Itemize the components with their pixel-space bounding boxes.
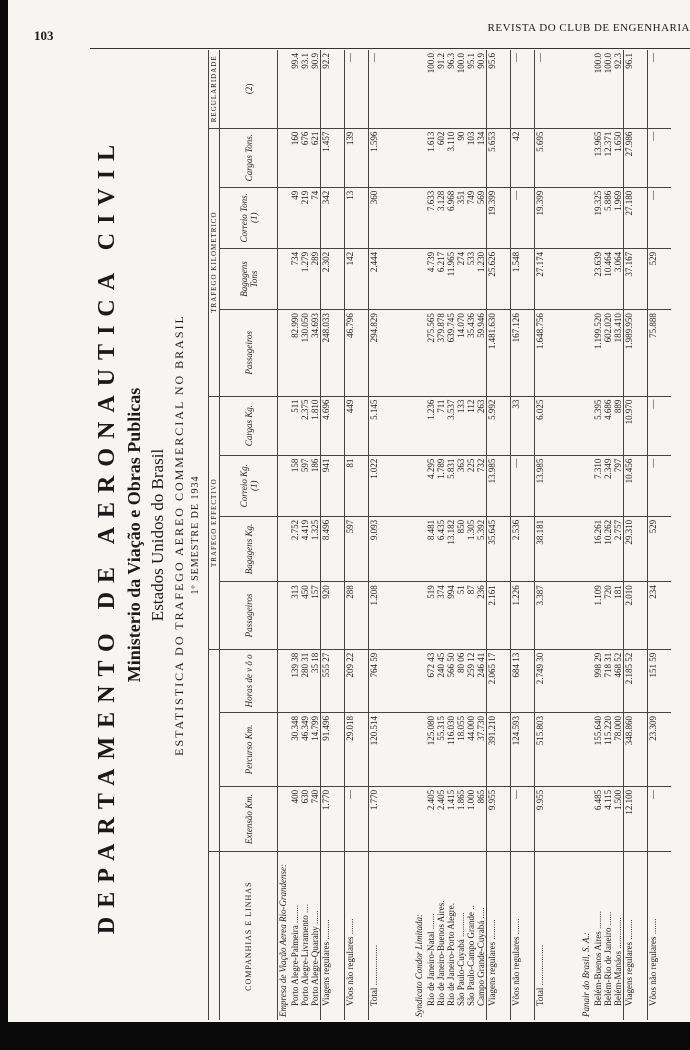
cell-value: 46.796 — [344, 310, 368, 397]
header-horas: Horas de v ô o — [220, 649, 278, 712]
cell-value: 10.456 — [623, 455, 647, 516]
row-label: Syndicato Condor Limitada: — [414, 914, 424, 1017]
cell-value: 342 — [320, 187, 344, 248]
cell-value: 1.022 — [368, 455, 414, 516]
cell-value: — — [647, 50, 671, 128]
header-cargas: Cargas Kg. — [220, 396, 278, 455]
cell-value: 1.236 711 3.537 133 112 263 — [426, 396, 487, 455]
cell-value: 529 — [647, 516, 671, 581]
page-number: 103 — [34, 28, 54, 43]
cell-value: 16.261 10.262 2.757 — [593, 516, 624, 581]
cell-value: 2.536 — [511, 516, 535, 581]
cell-value: 515.803 — [535, 713, 581, 787]
cell-value: 1.208 — [368, 582, 414, 650]
table-row — [278, 50, 290, 1020]
table-row — [647, 50, 671, 1020]
cell-value: 29.018 — [344, 713, 368, 787]
cell-value: 6.485 4.115 1.500 — [593, 786, 624, 851]
cell-value: 13.985 — [487, 455, 511, 516]
row-label: Belém-Buenos Aires ........ Belém-Rio de Janeiro ...... Belém-Manáos .............. — [592, 911, 623, 1006]
cell-value — [414, 248, 426, 309]
cell-value: 1.989.950 — [623, 310, 647, 397]
cell-value: 529 — [647, 248, 671, 309]
cell-value: — — [344, 786, 368, 851]
cell-value — [414, 516, 426, 581]
row-label: Total .................. — [535, 852, 581, 1020]
cell-value: 734 1.279 289 — [290, 248, 321, 309]
row-label: Porto Alegre-Palmeira ........ Porto Alegre-Livramento .... Porto Alegre-Quarahy ...... — [289, 904, 320, 1006]
cell-value — [414, 649, 426, 712]
header-blank — [209, 852, 220, 1020]
cell-value: 167.126 — [511, 310, 535, 397]
statistic-title: ESTATISTICA DO TRAFEGO AEREO COMMERCIAL NO BRASIL — [172, 314, 186, 756]
cell-value: 139 38 280 31 35 18 — [290, 649, 321, 712]
header-companies: COMPANHIAS E LINHAS — [220, 852, 278, 1020]
table-row — [368, 50, 414, 1020]
cell-value — [278, 50, 290, 128]
scan-border-left — [0, 0, 8, 1050]
cell-value — [278, 786, 290, 851]
cell-value: 35.645 — [487, 516, 511, 581]
cell-value — [414, 582, 426, 650]
cell-value: 288 — [344, 582, 368, 650]
cell-value: 555 27 — [320, 649, 344, 712]
cell-value: 2.161 — [487, 582, 511, 650]
cell-value: 3.387 — [535, 582, 581, 650]
cell-value: 10.970 — [623, 396, 647, 455]
cell-value: 1.770 — [368, 786, 414, 851]
cell-value: — — [511, 50, 535, 128]
cell-value: 2.444 — [368, 248, 414, 309]
cell-value — [581, 187, 593, 248]
cell-value: 920 — [320, 582, 344, 650]
cell-value: 8.496 — [320, 516, 344, 581]
cell-value: 96.1 — [623, 50, 647, 128]
cell-value: 5.992 — [487, 396, 511, 455]
cell-value: 4.696 — [320, 396, 344, 455]
cell-value — [581, 248, 593, 309]
cell-value: 27.180 — [623, 187, 647, 248]
header-passageiros: Passageiros — [220, 582, 278, 650]
cell-value: 348.860 — [623, 713, 647, 787]
row-label: Panair do Brasil, S. A.: — [580, 932, 591, 1017]
cell-value — [278, 516, 290, 581]
cell-value: 8.481 6.435 13.182 850 1.305 5.392 — [426, 516, 487, 581]
cell-value: 19.325 5.886 1.969 — [593, 187, 624, 248]
cell-value — [414, 396, 426, 455]
cell-value: — — [511, 455, 535, 516]
cell-value: 1.548 — [511, 248, 535, 309]
cell-value: 511 2.375 1.810 — [290, 396, 321, 455]
header-group-reg: REGULARIDADE — [209, 50, 220, 128]
cell-value: 81 — [344, 455, 368, 516]
cell-value: 13.965 12.371 1.650 — [593, 128, 624, 187]
cell-value — [278, 248, 290, 309]
cell-value: 142 — [344, 248, 368, 309]
header-passageiros-km: Passageiros — [220, 310, 278, 397]
cell-value: 13.985 — [535, 455, 581, 516]
cell-value — [414, 50, 426, 128]
cell-value: 29.310 — [623, 516, 647, 581]
table-row — [511, 50, 535, 1020]
cell-value — [278, 455, 290, 516]
cell-value: 38.181 — [535, 516, 581, 581]
row-label: Viagens regulares ......... — [487, 852, 511, 1020]
cell-value: 124.593 — [511, 713, 535, 787]
cell-value: 49 219 74 — [290, 187, 321, 248]
cell-value: 82.990 130.050 34.693 — [290, 310, 321, 397]
running-head: REVISTA DO CLUB DE ENGENHARIA — [487, 22, 690, 34]
cell-value: 100.0 100.0 92.3 — [593, 50, 624, 128]
cell-value — [414, 128, 426, 187]
cell-value: 1.199.520 602.020 183.410 — [593, 310, 624, 397]
cell-value: 4.295 1.789 5.831 363 225 732 — [426, 455, 487, 516]
row-label: Viagens regulares ......... — [623, 852, 647, 1020]
row-label: Empresa de Viação Aerea Rio-Grandense: — [278, 864, 288, 1017]
cell-value: 120.514 — [368, 713, 414, 787]
cell-value: 2.185 52 — [623, 649, 647, 712]
row-label: Vôos não regulares ....... — [647, 852, 671, 1020]
cell-value — [581, 713, 593, 787]
cell-value: 1.226 — [511, 582, 535, 650]
table-row — [593, 50, 624, 1020]
cell-value — [581, 649, 593, 712]
header-group-km: TRAFEGO KILOMETRICO — [209, 128, 220, 396]
cell-value — [278, 649, 290, 712]
cell-value: 151 59 — [647, 649, 671, 712]
cell-value: 4.739 6.217 11.965 274 533 1.230 — [426, 248, 487, 309]
cell-value: 2.065 17 — [487, 649, 511, 712]
cell-value: 313 450 157 — [290, 582, 321, 650]
cell-value: 12.100 — [623, 786, 647, 851]
cell-value: 672 43 240 45 566 50 80 06 259 12 246 41 — [426, 649, 487, 712]
cell-value — [581, 455, 593, 516]
cell-value: 27.174 — [535, 248, 581, 309]
header-group-effective: TRAFEGO EFFECTIVO — [209, 396, 220, 649]
header-bagagens-km: Bagagens Tons — [220, 248, 278, 309]
cell-value — [278, 128, 290, 187]
cell-value: 33 — [511, 396, 535, 455]
table-row — [487, 50, 511, 1020]
cell-value: 294.829 — [368, 310, 414, 397]
cell-value: 941 — [320, 455, 344, 516]
cell-value: 5.145 — [368, 396, 414, 455]
cell-value — [414, 187, 426, 248]
header-blank-2 — [209, 649, 220, 852]
header-cargas-km: Cargas Tons. — [220, 128, 278, 187]
cell-value: 23.309 — [647, 713, 671, 787]
cell-value: — — [511, 786, 535, 851]
cell-value: 91.496 — [320, 713, 344, 787]
cell-value: 100.0 91.2 96.3 100.0 95.1 90.9 — [426, 50, 487, 128]
cell-value: 234 — [647, 582, 671, 650]
cell-value: 5.695 — [535, 128, 581, 187]
cell-value: 30.348 46.349 14.799 — [290, 713, 321, 787]
cell-value — [278, 396, 290, 455]
cell-value: 7.310 2.349 797 — [593, 455, 624, 516]
cell-value: 37.167 — [623, 248, 647, 309]
cell-value — [414, 713, 426, 787]
cell-value — [581, 582, 593, 650]
cell-value: 19.399 — [535, 187, 581, 248]
cell-value — [581, 50, 593, 128]
row-label: Vôos não regulares ....... — [344, 852, 368, 1020]
row-label: Viagens regulares ......... — [320, 852, 344, 1020]
cell-value: 519 374 994 51 87 236 — [426, 582, 487, 650]
cell-value — [581, 310, 593, 397]
cell-value: 7.633 3.128 6.968 351 749 569 — [426, 187, 487, 248]
row-label: Total .................. — [368, 852, 414, 1020]
cell-value: 2.302 — [320, 248, 344, 309]
row-label: Rio de Janeiro-Natal ....... Rio de Janeiro-Buenos Aires. Rio de Janeiro-Porto Alegre. São Paulo-Cuyabá ........... São Paulo-Campo Grande .. Campo Grande-Cuyabá ..... — [426, 900, 486, 1006]
cell-value: 25.626 — [487, 248, 511, 309]
cell-value — [581, 128, 593, 187]
table-body — [278, 50, 672, 1020]
table-row — [320, 50, 344, 1020]
period-title: 1º SEMESTRE DE 1934 — [190, 475, 201, 595]
cell-value: 1.613 602 3.110 90 103 134 — [426, 128, 487, 187]
cell-value: 9.093 — [368, 516, 414, 581]
cell-value: — — [535, 50, 581, 128]
traffic-table — [208, 50, 671, 1020]
cell-value: 1.457 — [320, 128, 344, 187]
header-correio: Correio Kg. (1) — [220, 455, 278, 516]
cell-value: 42 — [511, 128, 535, 187]
scan-border-bottom — [0, 1022, 690, 1050]
cell-value: 19.399 — [487, 187, 511, 248]
cell-value: — — [368, 50, 414, 128]
cell-value: 9.955 — [487, 786, 511, 851]
header-bagagens: Bagagens Kg. — [220, 516, 278, 581]
cell-value: 95.6 — [487, 50, 511, 128]
cell-value: — — [647, 187, 671, 248]
cell-value: 5.395 4.686 889 — [593, 396, 624, 455]
cell-value: 1.109 720 181 — [593, 582, 624, 650]
ministry-title: Ministerio da Viação e Obras Publicas — [124, 387, 144, 683]
cell-value — [278, 582, 290, 650]
rotated-table-page — [90, 50, 685, 1020]
cell-value: 99.4 93.1 90.9 — [290, 50, 321, 128]
cell-value: 248.033 — [320, 310, 344, 397]
cell-value: 92.2 — [320, 50, 344, 128]
cell-value — [414, 310, 426, 397]
cell-value — [414, 455, 426, 516]
cell-value: 449 — [344, 396, 368, 455]
header-extensao: Extensão Km. — [220, 786, 278, 851]
table-row — [426, 50, 487, 1020]
cell-value: 2.749 30 — [535, 649, 581, 712]
cell-value: 998 29 718 31 468 52 — [593, 649, 624, 712]
cell-value: 2.752 4.419 1.325 — [290, 516, 321, 581]
cell-value: 209 22 — [344, 649, 368, 712]
cell-value — [278, 310, 290, 397]
cell-value: 1.770 — [320, 786, 344, 851]
cell-value: 597 — [344, 516, 368, 581]
cell-value: 6.025 — [535, 396, 581, 455]
cell-value: — — [511, 187, 535, 248]
top-rule — [90, 48, 690, 49]
cell-value: 160 676 621 — [290, 128, 321, 187]
cell-value: 1.596 — [368, 128, 414, 187]
header-correio-km: Correio Tons. (1) — [220, 187, 278, 248]
row-label: Vôos não regulares ....... — [511, 852, 535, 1020]
cell-value — [414, 786, 426, 851]
cell-value: — — [647, 455, 671, 516]
cell-value: 360 — [368, 187, 414, 248]
cell-value: — — [647, 396, 671, 455]
cell-value: 684 13 — [511, 649, 535, 712]
cell-value: 2.010 — [623, 582, 647, 650]
cell-value — [581, 786, 593, 851]
cell-value: 27.986 — [623, 128, 647, 187]
cell-value: 139 — [344, 128, 368, 187]
cell-value: 1.648.756 — [535, 310, 581, 397]
cell-value: — — [647, 786, 671, 851]
table-row — [290, 50, 321, 1020]
cell-value — [278, 187, 290, 248]
cell-value — [278, 713, 290, 787]
cell-value: 13 — [344, 187, 368, 248]
table-row — [623, 50, 647, 1020]
country-title: Estados Unidos do Brasil — [148, 448, 167, 622]
cell-value: 158 597 186 — [290, 455, 321, 516]
table-row — [581, 50, 593, 1020]
cell-value: 23.639 10.464 3.064 — [593, 248, 624, 309]
cell-value — [581, 516, 593, 581]
cell-value: 764 59 — [368, 649, 414, 712]
table-row — [414, 50, 426, 1020]
department-title: DEPARTAMENTO DE AERONAUTICA CIVIL — [94, 135, 120, 935]
cell-value — [581, 396, 593, 455]
cell-value: 9.955 — [535, 786, 581, 851]
cell-value: 400 630 740 — [290, 786, 321, 851]
cell-value: 1.481.630 — [487, 310, 511, 397]
cell-value: 125.080 55.315 116.030 18.055 44.000 37.730 — [426, 713, 487, 787]
cell-value: 155.640 115.220 78.000 — [593, 713, 624, 787]
table-row — [344, 50, 368, 1020]
cell-value: 391.210 — [487, 713, 511, 787]
cell-value: — — [647, 128, 671, 187]
header-regularidade: (2) — [220, 50, 278, 128]
cell-value: 75.888 — [647, 310, 671, 397]
table-row — [535, 50, 581, 1020]
cell-value: — — [344, 50, 368, 128]
cell-value: 275.565 379.878 639.745 14.070 35.436 59.946 — [426, 310, 487, 397]
cell-value: 2.405 2.405 1.415 1.865 1.000 865 — [426, 786, 487, 851]
header-percurso: Percurso Km. — [220, 713, 278, 787]
cell-value: 5.653 — [487, 128, 511, 187]
